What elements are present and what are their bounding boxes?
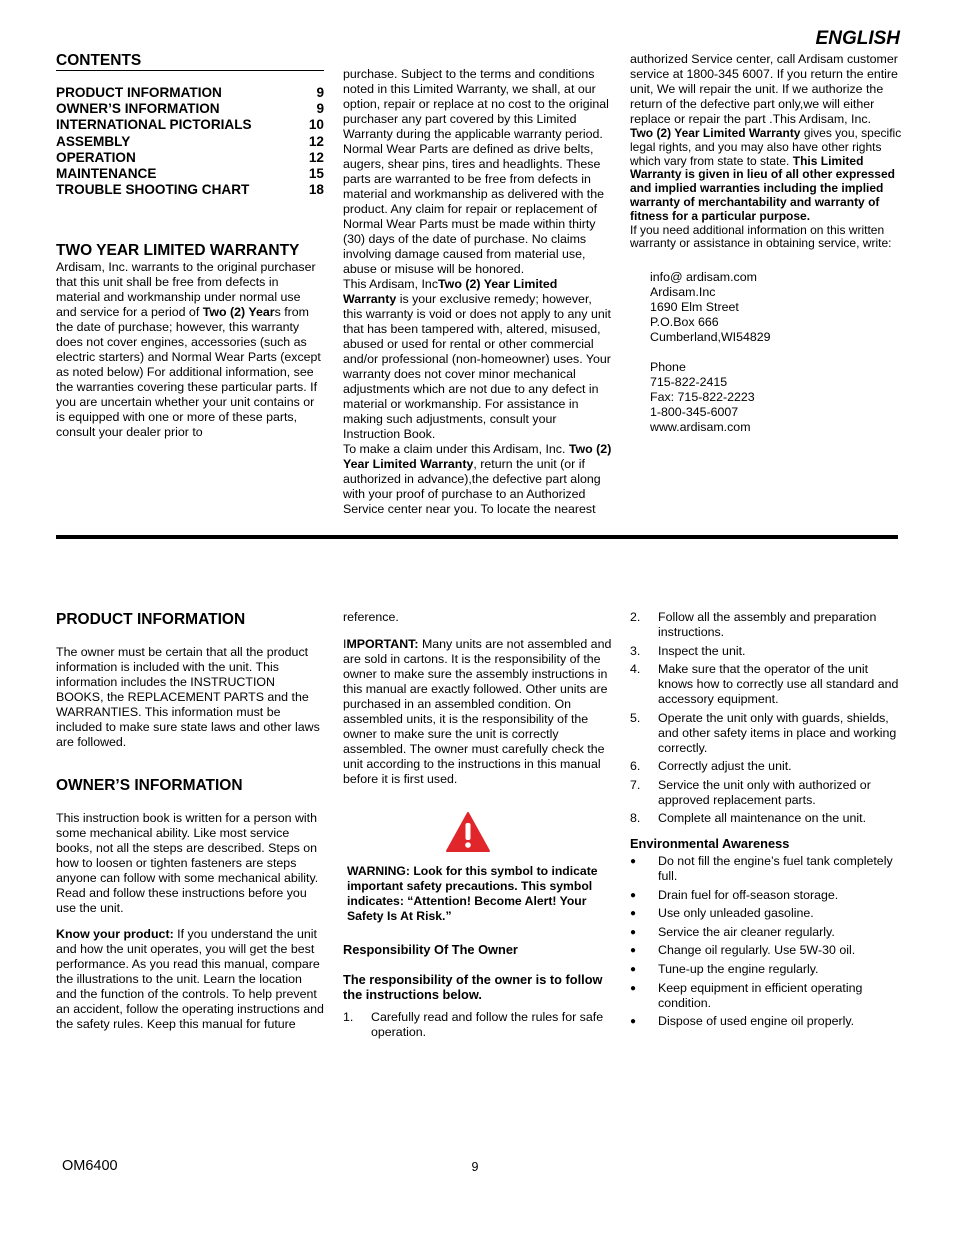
- warranty-section: [56, 242, 324, 440]
- contact-website[interactable]: www.ardisam.com: [650, 419, 751, 434]
- table-of-contents: [56, 85, 324, 198]
- contact-street: 1690 Elm Street: [650, 299, 739, 314]
- responsibility-steps: [343, 1010, 613, 1040]
- list-item: ● Use only unleaded gasoline.: [630, 906, 814, 921]
- owners-information-title: OWNER’S INFORMATION: [56, 777, 243, 794]
- list-item: 1. Carefully read and follow the rules for safe operation.: [343, 1010, 604, 1039]
- contact-email[interactable]: info@ ardisam.com: [650, 269, 757, 284]
- know-your-product-paragraph: Know your product: If you understand the unit and how the unit operates, you will get the best performance. As you read this manual, compare the illustrations to the unit. Learn the location and the function of the controls. To help prevent an accident, follow the operating instructions and the safety rules. Keep this manual for future: [56, 927, 324, 1031]
- list-item: 7. Service the unit only with authorized or approved replacement parts.: [630, 777, 871, 807]
- language-label: ENGLISH: [815, 28, 900, 49]
- bullet-icon: ●: [630, 963, 637, 975]
- bullet-icon: ●: [630, 856, 637, 867]
- responsibility-subtitle: The responsibility of the owner is to follow the instructions below.: [343, 972, 603, 1002]
- warranty-column-3: [630, 52, 905, 435]
- environmental-awareness-list: [630, 854, 905, 1029]
- warranty-paragraph: If you need additional information on this written warranty or assistance in obtaining service, write:: [630, 222, 892, 250]
- contact-pobox: P.O.Box 666: [650, 314, 719, 329]
- page-number: 9: [471, 1160, 479, 1174]
- list-item: 8. Complete all maintenance on the unit.: [630, 811, 867, 825]
- responsibility-steps-continued: [630, 610, 905, 826]
- owners-information-column-2: [343, 610, 613, 1040]
- list-item: 2. Follow all the assembly and preparation instructions.: [630, 610, 877, 639]
- warranty-paragraph: Ardisam, Inc. warrants to the original purchaser that this unit shall be free from defects in material and workmanship under normal use and service for a period of Two (2) Years from the date of purchase; however, this warranty does not cover engines, accessories (such as electric starters) and Normal Wear Parts (except as noted below) For additional information, see the warranties covering these particular parts. If you are uncertain whether your unit contains or is equipped with one or more of these parts, consult your dealer prior to: [56, 260, 321, 439]
- list-item: ● Tune-up the engine regularly.: [630, 961, 819, 976]
- warranty-column-2: [343, 67, 613, 517]
- product-information-title: PRODUCT INFORMATION: [56, 611, 246, 628]
- contact-tollfree: 1-800-345-6007: [650, 404, 739, 419]
- bullet-icon: ●: [630, 926, 637, 938]
- list-item: ● Do not fill the engine’s fuel tank completely full.: [630, 854, 893, 883]
- owners-information-column-3: [630, 610, 905, 1033]
- toc-row[interactable]: MAINTENANCE 15: [56, 166, 324, 182]
- warranty-paragraph: To make a claim under this Ardisam, Inc. Two (2) Year Limited Warranty, return the unit (or if authorized in advance),the defective part along with your proof of purchase to an Authorized Service center near you. To locate the nearest: [343, 442, 612, 516]
- responsibility-title: Responsibility Of The Owner: [343, 942, 518, 957]
- bullet-icon: ●: [630, 908, 637, 920]
- important-paragraph: IMPORTANT: Many units are not assembled and are sold in cartons. It is the responsibility of the owner to make sure the assembly instructions in this manual are exactly followed. Other units are purchased in an assembled condition. On assembled units, it is the responsibility of the owner to make sure the unit is correctly assembled. The owner must carefully check the unit according to the instructions in this manual before it is first used.: [343, 637, 612, 786]
- list-item: 4. Make sure that the operator of the unit knows how to correctly use all standard and accessory equipment.: [630, 662, 899, 706]
- list-item: ● Drain fuel for off-season storage.: [630, 887, 839, 902]
- contact-city: Cumberland,WI54829: [650, 329, 771, 344]
- warranty-paragraph: This Ardisam, IncTwo (2) Year Limited Warranty is your exclusive remedy; however, this warranty is void or does not apply to any unit that has been tampered with, altered, misused, abused or used for rental or other commercial and/or professional (non-homeowner) uses. Your warranty does not cover minor mechanical adjustments which are not due to any defect in material or workmanship. For assistance in making such adjustments, consult your Instruction Book.: [343, 277, 611, 441]
- toc-row[interactable]: TROUBLE SHOOTING CHART 18: [56, 182, 324, 198]
- warning-symbol: [343, 811, 613, 858]
- list-item: ● Keep equipment in efficient operating condition.: [630, 980, 863, 1010]
- warranty-paragraph: purchase. Subject to the terms and conditions noted in this Limited Warranty, we shall, at our option, repair or replace at no cost to the original purchaser any part covered by this Limited Warranty during the applicable warranty period. Normal Wear Parts are defined as drive belts, augers, shear pins, tires and headlights. These parts are warranted to be free from defects in material and workmanship as delivered with the product. Any claim for repair or replacement of Normal Wear Parts must be made within thirty (30) days of the date of purchase. No claims involving damage caused from material use, abuse or misuse will be honored.: [343, 67, 609, 276]
- contact-block: [630, 270, 905, 435]
- warranty-paragraph: Two (2) Year Limited Warranty gives you, specific legal rights, and you may also have other rights which vary from state to state. This Limited Warranty is given in lieu of all other expressed and implied warranties including the implied warranty of merchantability and warranty of fitness for a particular purpose.: [630, 126, 902, 223]
- list-item: 3. Inspect the unit.: [630, 643, 746, 658]
- warranty-paragraph: authorized Service center, call Ardisam customer service at 1800-345 6007. If you return the entire unit, We will repair the unit. If we authorize the return of the defective part only,we will either replace or repair the part .This Ardisam, Inc.: [630, 52, 898, 126]
- list-item: 6. Correctly adjust the unit.: [630, 759, 792, 773]
- warning-triangle-icon: [445, 811, 491, 853]
- contact-phone-label: Phone: [650, 359, 686, 374]
- list-item: ● Dispose of used engine oil properly.: [630, 1014, 855, 1029]
- model-number: OM6400: [62, 1158, 118, 1174]
- environmental-awareness-title: Environmental Awareness: [630, 836, 790, 851]
- bullet-icon: ●: [630, 1016, 637, 1028]
- warning-text: WARNING: Look for this symbol to indicate important safety precautions. This symbol indicates: “Attention! Become Alert! Your Safety Is At Risk.”: [347, 864, 598, 923]
- section-divider: [56, 535, 898, 539]
- contact-company: Ardisam.Inc: [650, 284, 716, 299]
- list-item: ● Change oil regularly. Use 5W-30 oil.: [630, 943, 856, 958]
- continued-text: reference.: [343, 610, 399, 624]
- toc-row[interactable]: OPERATION 12: [56, 149, 324, 165]
- toc-row[interactable]: PRODUCT INFORMATION 9: [56, 85, 324, 100]
- warranty-title: TWO YEAR LIMITED WARRANTY: [56, 242, 300, 259]
- bullet-icon: ●: [630, 889, 637, 901]
- toc-row[interactable]: INTERNATIONAL PICTORIALS 10: [56, 117, 324, 133]
- owners-information-body: This instruction book is written for a person with some mechanical ability. Like most service books, not all the steps are described. Steps on how to loosen or tighten fasteners are steps anyone can follow with some mechanical ability. Read and follow these instructions before you use the unit.: [56, 811, 319, 915]
- bullet-icon: ●: [630, 945, 637, 957]
- product-information-section: [56, 611, 324, 1032]
- toc-row[interactable]: OWNER’S INFORMATION 9: [56, 101, 324, 117]
- toc-row[interactable]: ASSEMBLY 12: [56, 133, 324, 149]
- list-item: 5. Operate the unit only with guards, shields, and other safety items in place and working correctly.: [630, 710, 897, 755]
- product-information-body: The owner must be certain that all the product information is included with the unit. This information includes the INSTRUCTION BOOKS, the REPLACEMENT PARTS and the WARRANTIES. This information must be included to make sure state laws and other laws are followed.: [56, 645, 320, 749]
- list-item: ● Service the air cleaner regularly.: [630, 924, 835, 939]
- contents-title: CONTENTS: [56, 52, 324, 71]
- contact-fax: Fax: 715-822-2223: [650, 389, 755, 404]
- contact-phone: 715-822-2415: [650, 374, 728, 389]
- bullet-icon: ●: [630, 982, 637, 994]
